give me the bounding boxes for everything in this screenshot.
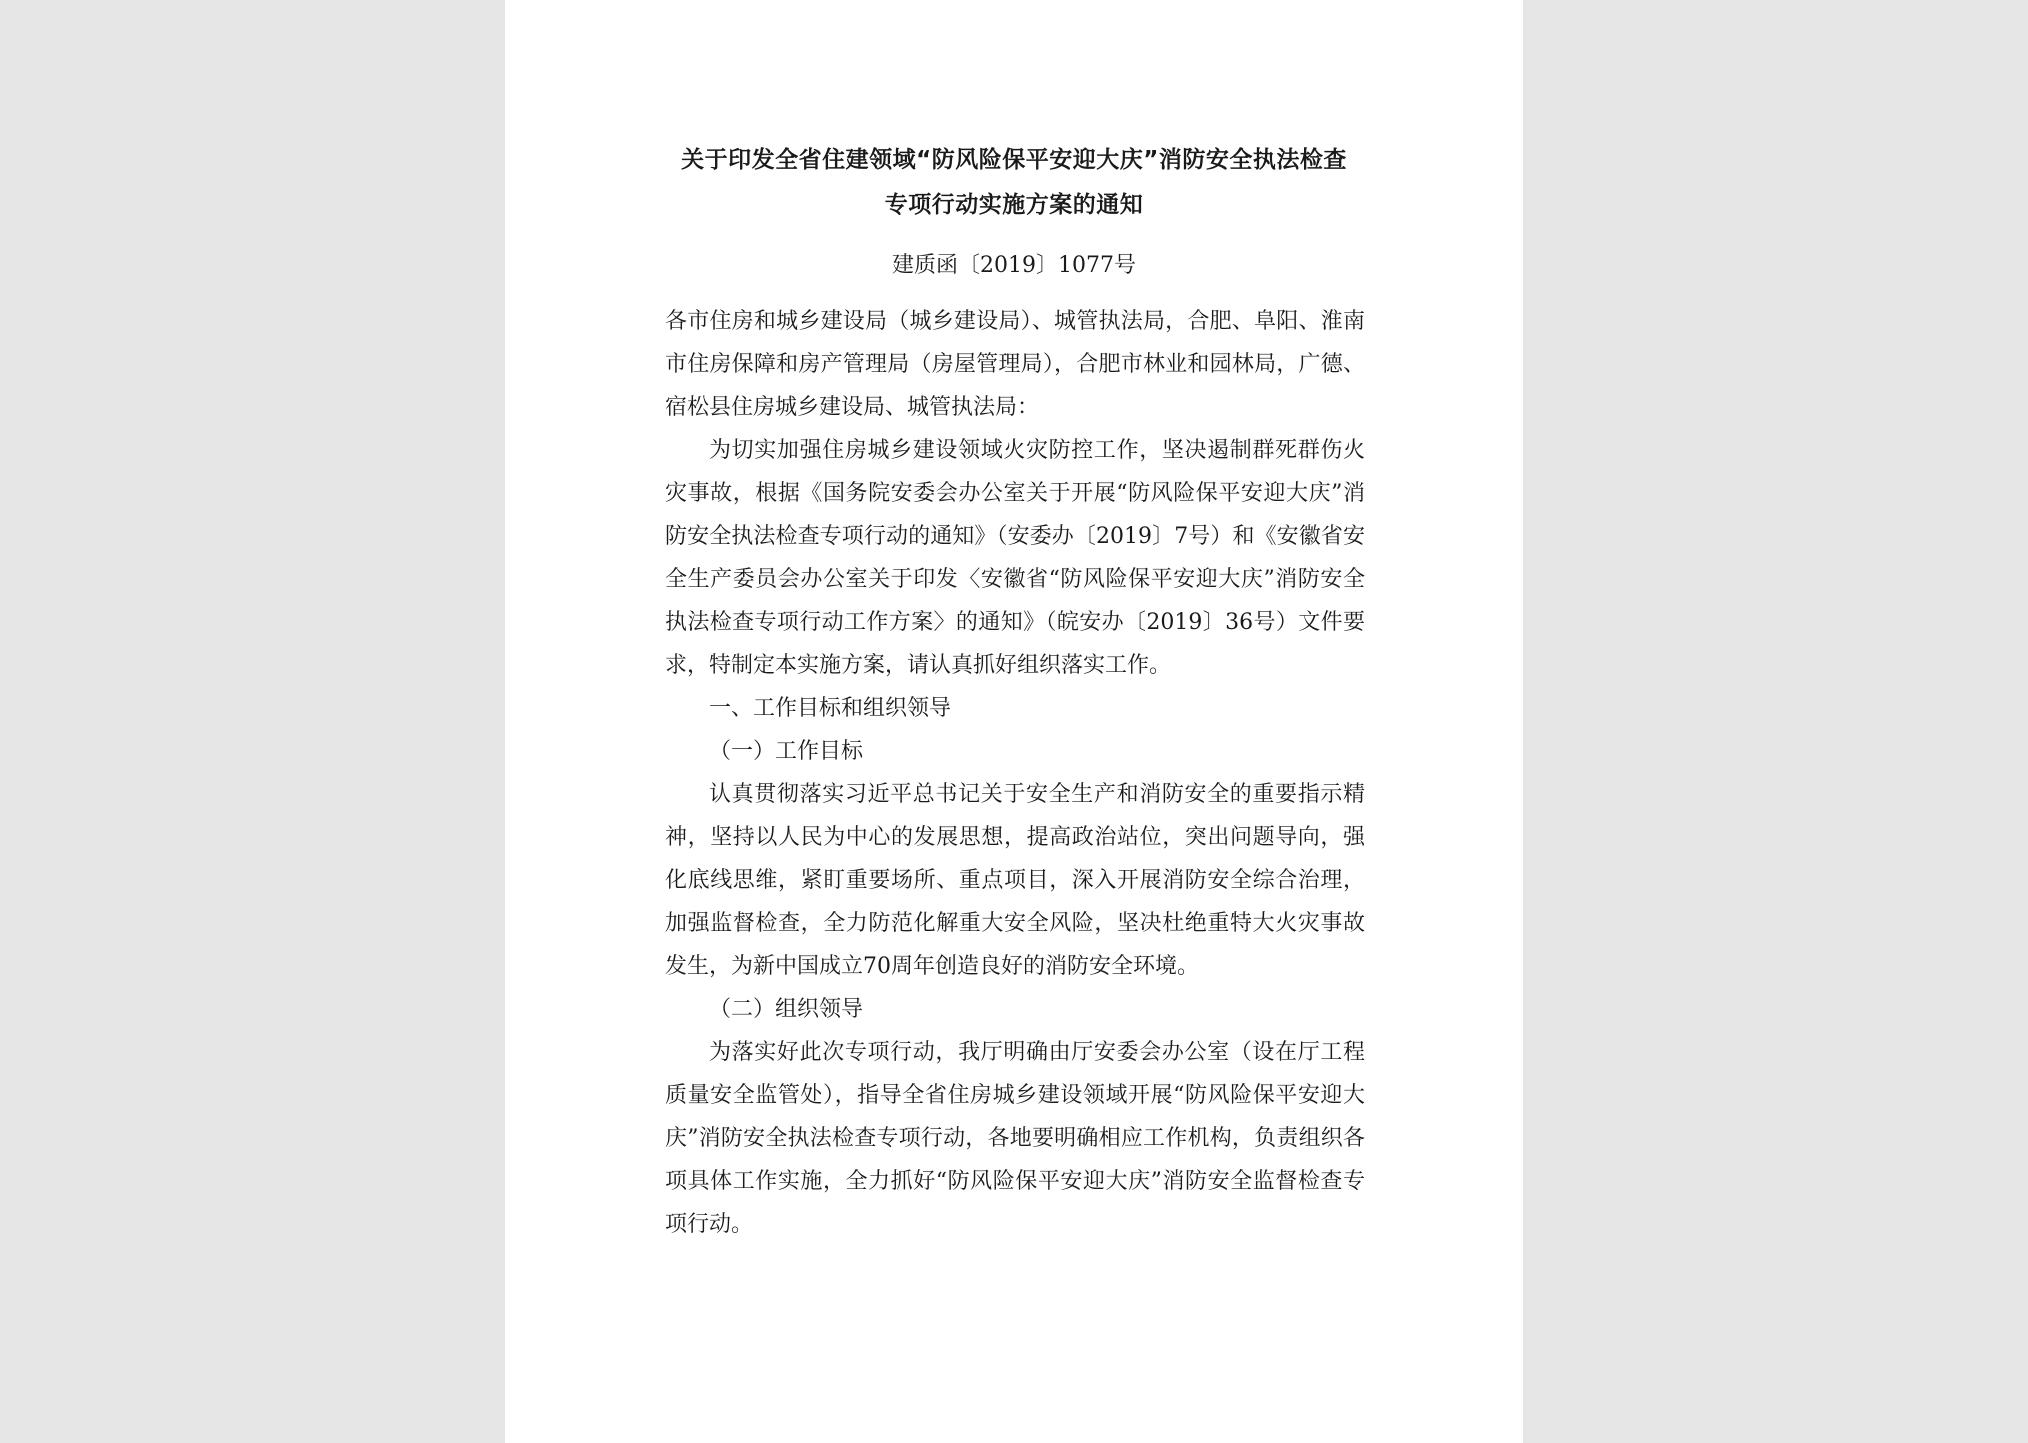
document-number: 建质函〔2019〕1077号	[892, 253, 1136, 278]
document-title-line-2: 专项行动实施方案的通知	[884, 192, 1144, 218]
document-body	[665, 300, 1365, 1246]
subsection-1-paragraph: 认真贯彻落实习近平总书记关于安全生产和消防安全的重要指示精神，坚持以人民为中心的发展思想，提高政治站位，突出问题导向，强化底线思维，紧盯重要场所、重点项目，深入开展消防安全综合治理，加强监督检查，全力防范化解重大安全风险，坚决杜绝重特大火灾事故发生，为新中国成立70周年创造良好的消防安全环境。	[665, 782, 1365, 979]
section-1-heading: 一、工作目标和组织领导	[709, 696, 952, 721]
subsection-2-paragraph: 为落实好此次专项行动，我厅明确由厅安委会办公室（设在厅工程质量安全监管处），指导全省住房城乡建设领域开展“防风险保平安迎大庆”消防安全执法检查专项行动，各地要明确相应工作机构，负责组织各项具体工作实施，全力抓好“防风险保平安迎大庆”消防安全监督检查专项行动。	[665, 1040, 1365, 1237]
document-page	[505, 0, 1523, 1443]
subsection-1-heading: （一）工作目标	[709, 739, 864, 764]
addressee-paragraph: 各市住房和城乡建设局（城乡建设局）、城管执法局，合肥、阜阳、淮南市住房保障和房产管理局（房屋管理局），合肥市林业和园林局，广德、宿松县住房城乡建设局、城管执法局：	[665, 309, 1365, 420]
intro-paragraph: 为切实加强住房城乡建设领域火灾防控工作，坚决遏制群死群伤火灾事故，根据《国务院安委会办公室关于开展“防风险保平安迎大庆”消防安全执法检查专项行动的通知》（安委办〔2019〕7号）和《安徽省安全生产委员会办公室关于印发〈安徽省“防风险保平安迎大庆”消防安全执法检查专项行动工作方案〉的通知》（皖安办〔2019〕36号）文件要求，特制定本实施方案，请认真抓好组织落实工作。	[665, 438, 1365, 678]
document-title-line-1: 关于印发全省住建领域“防风险保平安迎大庆”消防安全执法检查	[681, 147, 1347, 173]
subsection-2-heading: （二）组织领导	[709, 997, 864, 1022]
